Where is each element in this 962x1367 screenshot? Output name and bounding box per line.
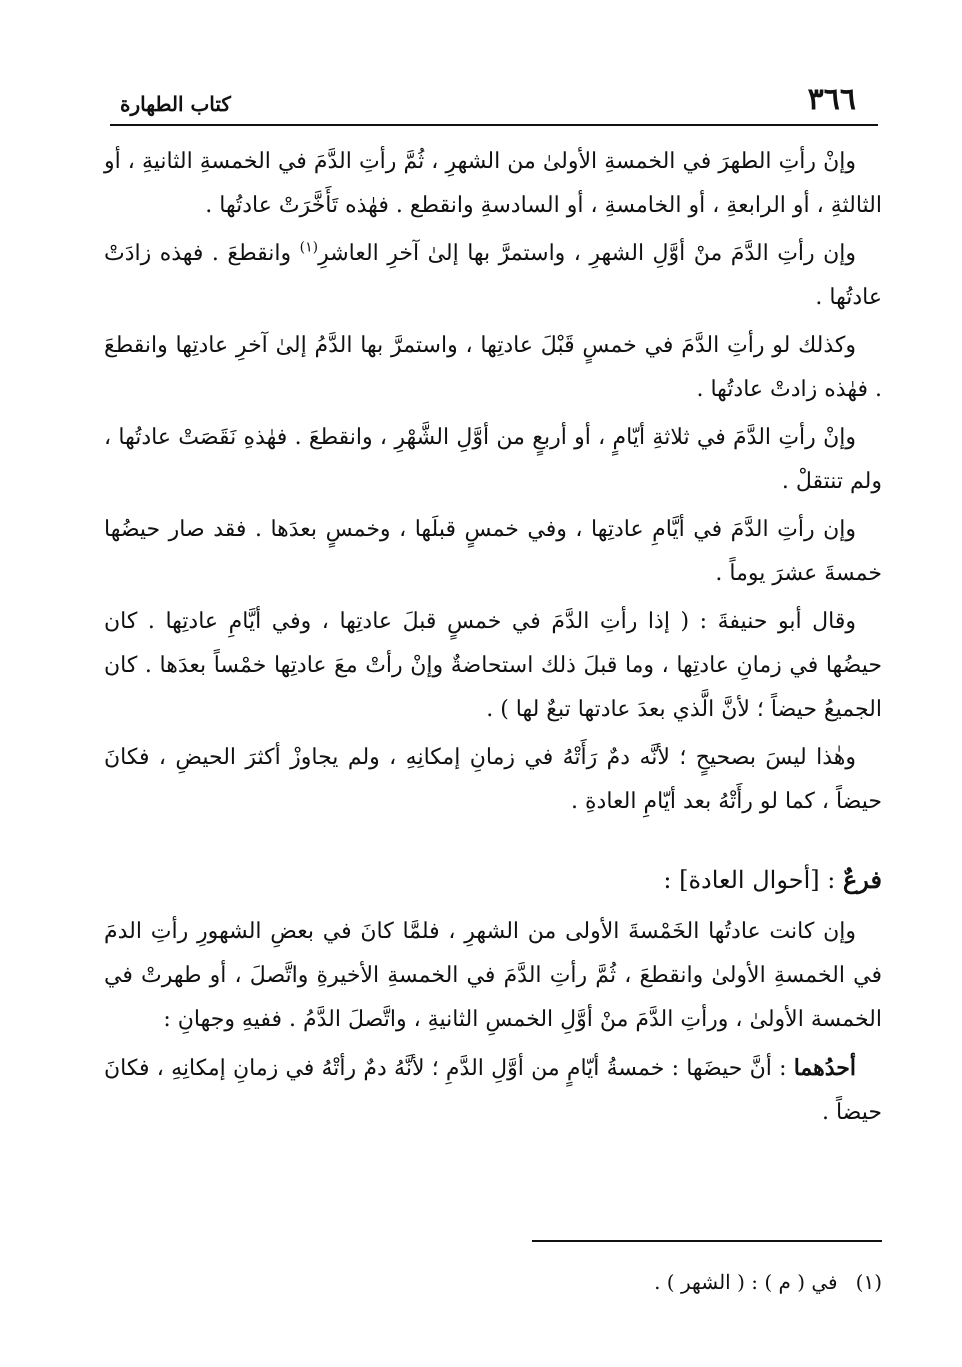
page-number: ٣٦٦ (807, 82, 856, 117)
running-title: كتاب الطهارة (120, 92, 231, 116)
paragraph: وقال أبو حنيفةَ : ( إذا رأتِ الدَّمَ في خمسٍ قبلَ عادتِها ، وفي أيَّامِ عادتِها . كان حيضُها في زمانِ عادتِها ، وما قبلَ ذلك استحاضةٌ وإنْ رأتْ معَ عادتِها خمْساً بعدَها . كان الجميعُ حيضاً ؛ لأنَّ الَّذي بعدَ عادتها تبعٌ لها ) . (104, 609, 882, 722)
footnote-rule (532, 1240, 882, 1242)
paragraph: وإنْ رأتِ الطهرَ في الخمسةِ الأولىٰ من الشهرِ ، ثُمَّ رأتِ الدَّمَ في الخمسةِ الثانيةِ ، أو الثالثةِ ، أو الرابعةِ ، أو الخامسةِ ، أو السادسةِ وانقطع . فهٰذه تَأَخَّرَتْ عادتُها . (104, 149, 882, 218)
section-heading (104, 858, 882, 902)
header-rule (110, 124, 878, 126)
paragraph: وإن رأتِ الدَّمَ في أيَّامِ عادتِها ، وفي خمسٍ قبلَها ، وخمسٍ بعدَها . فقد صار حيضُها خمسةَ عشرَ يوماً . (104, 517, 882, 586)
paragraph-text: وانقطعَ . فهذه زادَتْ عادتُها . (104, 241, 882, 310)
paragraph (104, 232, 882, 320)
page-header (120, 82, 878, 122)
paragraph: وهٰذا ليسَ بصحيحٍ ؛ لأنَّه دمٌ رَأَتْهُ في زمانِ إمكانِهِ ، ولم يجاوزْ أكثرَ الحيضِ ، فكانَ حيضاً ، كما لو رأَتْهُ بعد أيّامِ العادةِ . (104, 745, 882, 814)
paragraph: وإن كانت عادتُها الخَمْسةَ الأولى من الشهرِ ، فلمَّا كانَ في بعضِ الشهورِ رأتِ الدمَ في الخمسةِ الأولىٰ وانقطعَ ، ثُمَّ رأتِ الدَّمَ في الخمسةِ الأخيرةِ واتَّصلَ ، أو طهرتْ في الخمسة الأولىٰ ، ورأتِ الدَّمَ منْ أوَّلِ الخمسِ الثانيةِ ، واتَّصلَ الدَّمُ . ففيهِ وجهانِ : (104, 919, 882, 1032)
paragraph: وإنْ رأتِ الدَّمَ في ثلاثةِ أيّامٍ ، أو أربعٍ من أوَّلِ الشَّهْرِ ، وانقطعَ . فهٰذهِ نَقَصَتْ عادتُها ، ولم تنتقلْ . (104, 425, 882, 494)
paragraph-text: وإن رأتِ الدَّمَ منْ أوَّلِ الشهرِ ، واستمرَّ بها إلىٰ آخرِ العاشرِ (318, 241, 856, 266)
paragraph (104, 1046, 882, 1135)
footnote-reference: (١) (299, 239, 319, 256)
paragraph-text: : أنَّ حيضَها : خمسةُ أيّامٍ من أوَّلِ الدَّمِ ؛ لأنَّهُ دمٌ رأتْهُ في زمانِ إمكانِهِ ، فكانَ حيضاً . (104, 1056, 882, 1125)
footnote-number: (١) (855, 1270, 882, 1294)
page-body (104, 140, 882, 1139)
section-title: : [أحوال العادة] : (663, 866, 843, 894)
section-label: فرعٌ (842, 865, 882, 894)
footnote (400, 1264, 882, 1300)
footnote-text: في ( م ) : ( الشهر ) . (654, 1270, 838, 1294)
paragraph-lead: أحدُهما (793, 1055, 856, 1081)
paragraph: وكذلك لو رأتِ الدَّمَ في خمسٍ قَبْلَ عادتِها ، واستمرَّ بها الدَّمُ إلىٰ آخرِ عادتِها وانقطعَ . فهٰذه زادتْ عادتُها . (104, 333, 882, 402)
